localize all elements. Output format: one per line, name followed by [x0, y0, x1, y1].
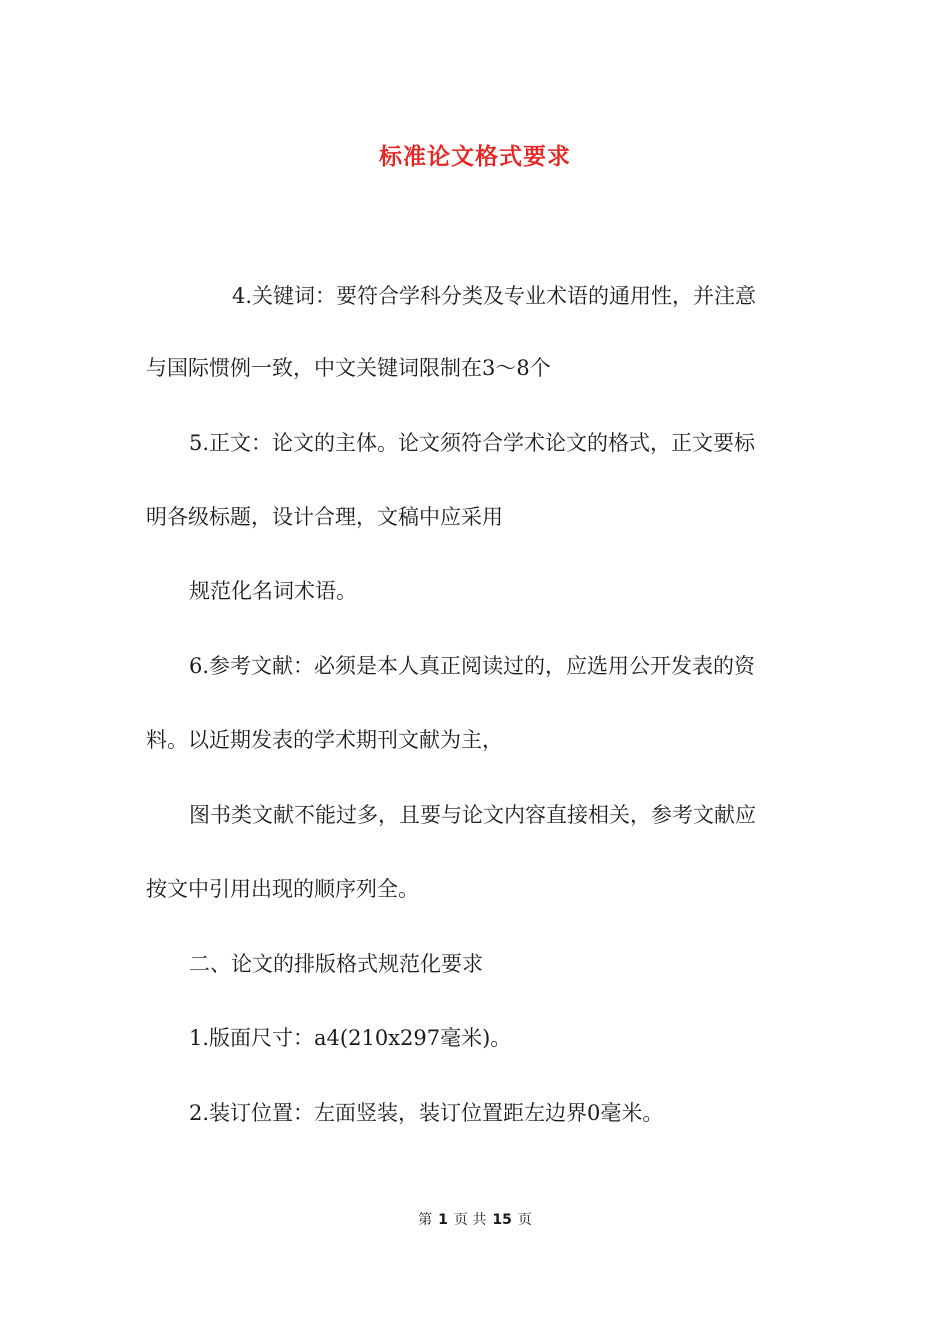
paragraph-line: 5.正文：论文的主体。论文须符合学术论文的格式，正文要标 [189, 431, 756, 455]
section-heading: 二、论文的排版格式规范化要求 [189, 952, 483, 976]
footer-prefix: 第 [418, 1212, 433, 1228]
footer-suffix: 页 [517, 1212, 532, 1228]
paragraph-line: 规范化名词术语。 [189, 579, 357, 603]
paragraph-line: 料。以近期发表的学术期刊文献为主， [146, 728, 503, 752]
document-title: 标准论文格式要求 [379, 143, 571, 170]
paragraph-line: 与国际惯例一致，中文关键词限制在3～8个 [146, 356, 551, 380]
paragraph-line: 按文中引用出现的顺序列全。 [146, 877, 419, 901]
paragraph-line: 1.版面尺寸：a4(210x297毫米)。 [189, 1026, 512, 1050]
paragraph-line: 明各级标题，设计合理，文稿中应采用 [146, 505, 503, 529]
paragraph-line: 2.装订位置：左面竖装，装订位置距左边界0毫米。 [189, 1101, 664, 1125]
paragraph-line: 图书类文献不能过多，且要与论文内容直接相关，参考文献应 [189, 803, 756, 827]
footer-mid: 页 共 [453, 1212, 487, 1228]
current-page-number: 1 [438, 1212, 448, 1228]
paragraph-line: 4.关键词：要符合学科分类及专业术语的通用性，并注意 [232, 284, 757, 308]
paragraph-line: 6.参考文献：必须是本人真正阅读过的，应选用公开发表的资 [189, 654, 756, 678]
total-pages-number: 15 [492, 1212, 512, 1228]
page-footer [0, 1209, 950, 1229]
